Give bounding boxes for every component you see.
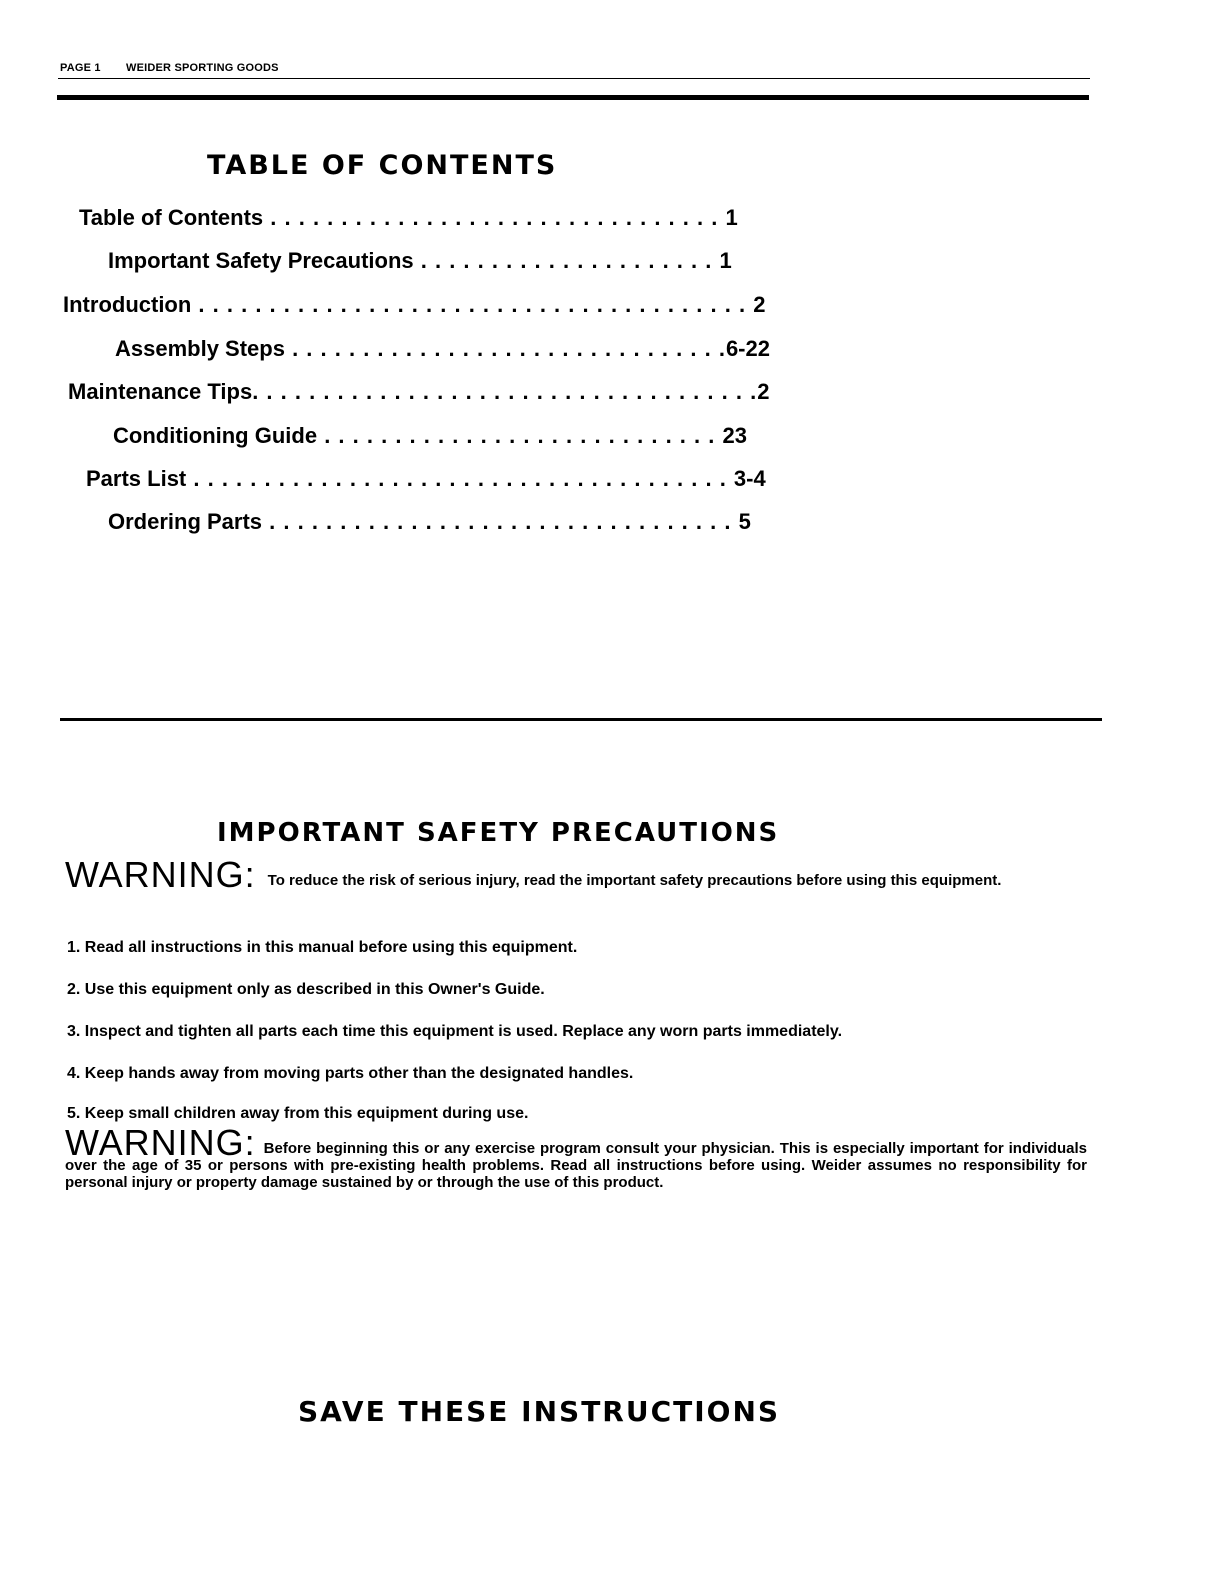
toc-entry-label: Parts List: [86, 466, 187, 491]
toc-entry-page: 1: [725, 205, 738, 230]
toc-leader-dots: . . . . . . . . . . . . . . . . . . . . . . . . . . . . . . . .: [263, 205, 726, 230]
page-header: [60, 62, 279, 74]
warning-text: To reduce the risk of serious injury, read the important safety precautions before using this equipment.: [267, 872, 1002, 889]
toc-entry: [68, 379, 769, 405]
toc-entry-page: 1: [719, 248, 732, 273]
toc-entry-label: Important Safety Precautions: [108, 248, 414, 273]
header-rule-thin: [58, 78, 1090, 79]
safety-item: 1. Read all instructions in this manual before using this equipment.: [67, 939, 578, 956]
toc-entry: [108, 509, 751, 535]
toc-leader-dots: . . . . . . . . . . . . . . . . . . . . . . . . . . . .: [317, 423, 723, 448]
section-divider: [60, 718, 1102, 721]
toc-entry-page: 23: [722, 423, 747, 448]
toc-entry: [63, 292, 765, 318]
warning-paragraph: [65, 1122, 1087, 1191]
toc-entry-label: Maintenance Tips: [68, 379, 253, 404]
header-rule-thick: [57, 95, 1089, 100]
toc-entry-page: 3-4: [733, 466, 766, 491]
safety-item: 3. Inspect and tighten all parts each time this equipment is used. Replace any worn parts immediately.: [67, 1023, 843, 1040]
toc-leader-dots: . . . . . . . . . . . . . . . . . . . . . . . . . . . . . . . . . . . . . .: [186, 466, 734, 491]
toc-entry-page: 6-22: [725, 336, 770, 361]
safety-item: 2. Use this equipment only as described in this Owner's Guide.: [67, 981, 545, 998]
toc-entry-page: 2: [753, 292, 766, 317]
toc-entry-page: 2: [757, 379, 770, 404]
warning-paragraph: [65, 854, 1087, 895]
toc-entry: [113, 423, 747, 449]
toc-title: TABLE OF CONTENTS: [207, 150, 558, 181]
safety-item: 4. Keep hands away from moving parts other than the designated handles.: [67, 1065, 634, 1082]
safety-item: 5. Keep small children away from this equipment during use.: [67, 1105, 529, 1122]
toc-leader-dots: . . . . . . . . . . . . . . . . . . . . . . . . . . . . . . . . . . . . . . .: [191, 292, 754, 317]
toc-entry: [86, 466, 766, 492]
toc-leader-dots: . . . . . . . . . . . . . . . . . . . . .: [413, 248, 720, 273]
toc-entry-page: 5: [738, 509, 751, 534]
toc-entry: [108, 248, 732, 274]
toc-leader-dots: . . . . . . . . . . . . . . . . . . . . . . . . . . . . . . . . . . . .: [252, 379, 758, 404]
safety-title: IMPORTANT SAFETY PRECAUTIONS: [217, 818, 780, 848]
warning-text: Before beginning this or any exercise program consult your physician. This is especially important for individuals over the age of 35 or persons with pre-existing health problems. Read all instructions before using. Weider assumes no responsibility for personal injury or property damage sustained by or through the use of this product.: [65, 1140, 1087, 1191]
toc-entry-label: Introduction: [63, 292, 192, 317]
toc-entry-label: Ordering Parts: [108, 509, 263, 534]
warning-label: WARNING:: [65, 854, 256, 895]
toc-entry: [115, 336, 770, 362]
toc-entry-label: Conditioning Guide: [113, 423, 318, 448]
toc-entry-label: Table of Contents: [79, 205, 264, 230]
page-number: PAGE 1: [60, 62, 101, 74]
toc-entry: [79, 205, 738, 231]
company-name: WEIDER SPORTING GOODS: [126, 62, 279, 74]
save-instructions-title: SAVE THESE INSTRUCTIONS: [298, 1395, 781, 1428]
toc-leader-dots: . . . . . . . . . . . . . . . . . . . . . . . . . . . . . . .: [284, 336, 726, 361]
toc-entry-label: Assembly Steps: [115, 336, 285, 361]
toc-leader-dots: . . . . . . . . . . . . . . . . . . . . . . . . . . . . . . . . .: [262, 509, 739, 534]
warning-label: WARNING:: [65, 1122, 256, 1163]
